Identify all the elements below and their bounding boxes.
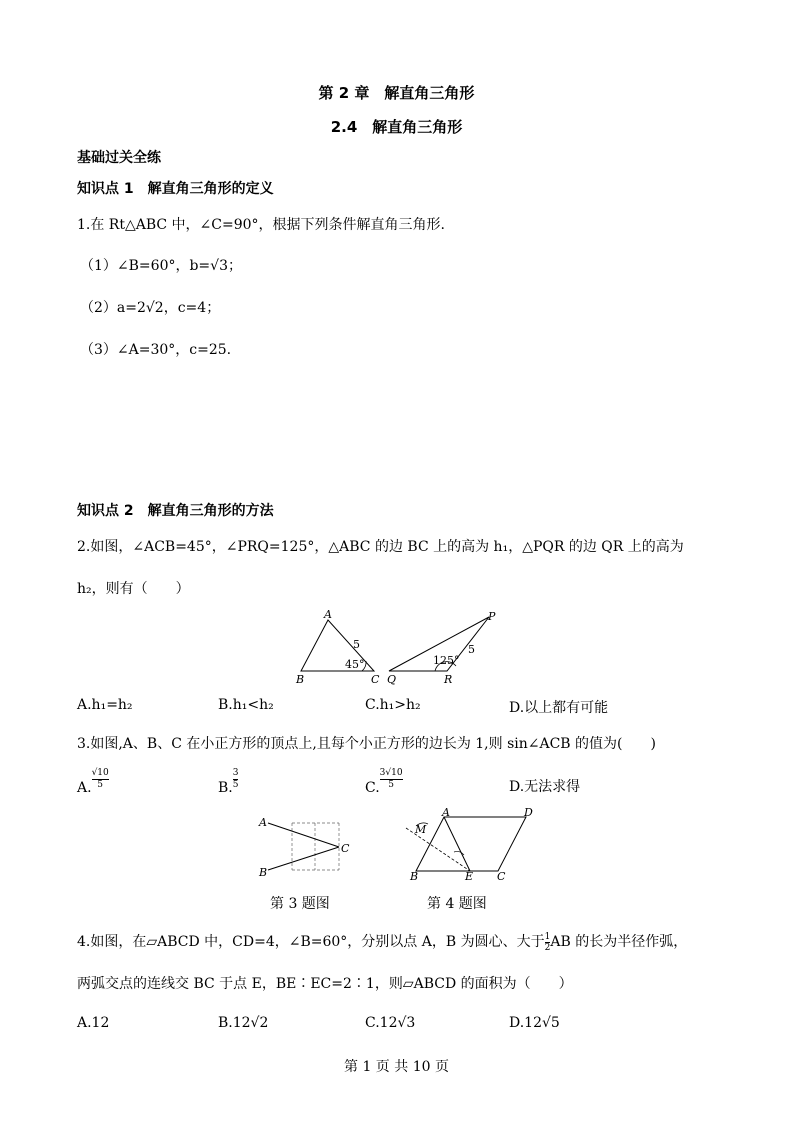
q4-option-a: A.12 xyxy=(77,1015,110,1031)
q2-figure xyxy=(290,608,510,688)
segment-ac xyxy=(268,823,339,847)
q4-stem-line1-b: AB 的长为半径作弧， xyxy=(550,934,688,950)
q1-stem: 1.在 Rt△ABC 中，∠C=90°，根据下列条件解直角三角形. xyxy=(77,217,445,233)
segment-bc xyxy=(268,847,339,870)
label-q: Q xyxy=(387,673,397,686)
q4-stem-line2: 两弧交点的连线交 BC 于点 E，BE∶EC=2∶1，则▱ABCD 的面积为（ ） xyxy=(77,976,573,992)
q1-part-2: （2）a=2√2，c=4； xyxy=(80,300,221,316)
q4-option-d: D.12√5 xyxy=(509,1015,560,1031)
q4-caption: 第 4 题图 xyxy=(427,896,487,912)
section-title: 2.4 解直角三角形 xyxy=(330,118,463,136)
q1-part-1: （1）∠B=60°，b=√3； xyxy=(80,258,242,274)
q4-label-b: B xyxy=(410,870,419,882)
q3-option-a xyxy=(77,768,109,796)
q3-option-c xyxy=(365,768,403,796)
kp1-heading: 知识点 1 解直角三角形的定义 xyxy=(77,181,274,197)
page-footer: 第 1 页 共 10 页 xyxy=(344,1059,449,1075)
q3-option-b-den: 5 xyxy=(232,780,239,790)
label-angle-125: 125° xyxy=(433,654,460,667)
q4-label-m: M xyxy=(415,823,427,836)
label-p: P xyxy=(488,610,496,623)
q3-label-c: C xyxy=(341,842,350,855)
q3-option-c-prefix: C. xyxy=(365,779,380,796)
q2-option-b: B.h₁<h₂ xyxy=(218,697,274,713)
q4-option-c: C.12√3 xyxy=(365,1015,416,1031)
label-c: C xyxy=(371,673,380,686)
label-r: R xyxy=(444,673,453,686)
q1-part-3: （3）∠A=30°，c=25. xyxy=(80,342,232,358)
q3-option-c-den: 5 xyxy=(388,780,394,790)
q3-option-b-num: 3 xyxy=(232,768,239,778)
q4-label-e: E xyxy=(465,870,474,882)
q3-caption: 第 3 题图 xyxy=(270,896,330,912)
q3-option-b-prefix: B. xyxy=(218,779,233,796)
q3-figure xyxy=(255,812,355,882)
q3-option-a-num: √10 xyxy=(91,768,109,778)
label-angle-45: 45° xyxy=(345,658,365,671)
q3-label-b: B xyxy=(259,866,268,879)
q2-option-a: A.h₁=h₂ xyxy=(77,697,133,713)
q2-option-c: C.h₁>h₂ xyxy=(365,697,421,713)
q3-option-a-prefix: A. xyxy=(77,779,92,796)
q4-label-a: A xyxy=(442,806,450,819)
q2-option-d: D.以上都有可能 xyxy=(509,700,609,716)
q2-stem-line1: 2.如图，∠ACB=45°，∠PRQ=125°，△ABC 的边 BC 上的高为 h₁，△PQR 的边 QR 上的高为 xyxy=(77,539,684,555)
q3-stem: 3.如图,A、B、C 在小正方形的顶点上,且每个小正方形的边长为 1,则 sin∠ACB 的值为( ) xyxy=(77,736,656,752)
q3-option-d: D.无法求得 xyxy=(509,779,581,795)
q4-frac-num: 1 xyxy=(544,931,551,942)
label-side-5-left: 5 xyxy=(353,638,360,651)
q3-option-a-den: 5 xyxy=(97,780,104,790)
q4-frac-den: 2 xyxy=(544,942,551,953)
q4-label-c: C xyxy=(497,870,506,882)
q3-option-c-num: 3√10 xyxy=(379,768,403,778)
segment-ae xyxy=(444,817,470,871)
label-a: A xyxy=(324,608,332,621)
label-side-5-right: 5 xyxy=(468,643,475,656)
label-b: B xyxy=(296,673,305,686)
chapter-title: 第 2 章 解直角三角形 xyxy=(318,84,475,102)
q4-option-b: B.12√2 xyxy=(218,1015,269,1031)
q2-stem-line2: h₂，则有（ ） xyxy=(77,581,190,597)
kp2-heading: 知识点 2 解直角三角形的方法 xyxy=(77,503,274,519)
q3-grid xyxy=(292,823,339,870)
q4-label-d: D xyxy=(524,806,533,819)
q3-label-a: A xyxy=(259,816,267,829)
q3-option-b xyxy=(218,768,239,796)
parallelogram-abcd xyxy=(416,817,526,871)
section-heading: 基础过关全练 xyxy=(77,150,161,166)
q4-figure xyxy=(398,806,543,882)
q4-stem-line1 xyxy=(77,931,687,953)
q4-stem-line1-a: 4.如图，在▱ABCD 中，CD=4，∠B=60°，分别以点 A，B 为圆心、大于 xyxy=(77,934,545,950)
